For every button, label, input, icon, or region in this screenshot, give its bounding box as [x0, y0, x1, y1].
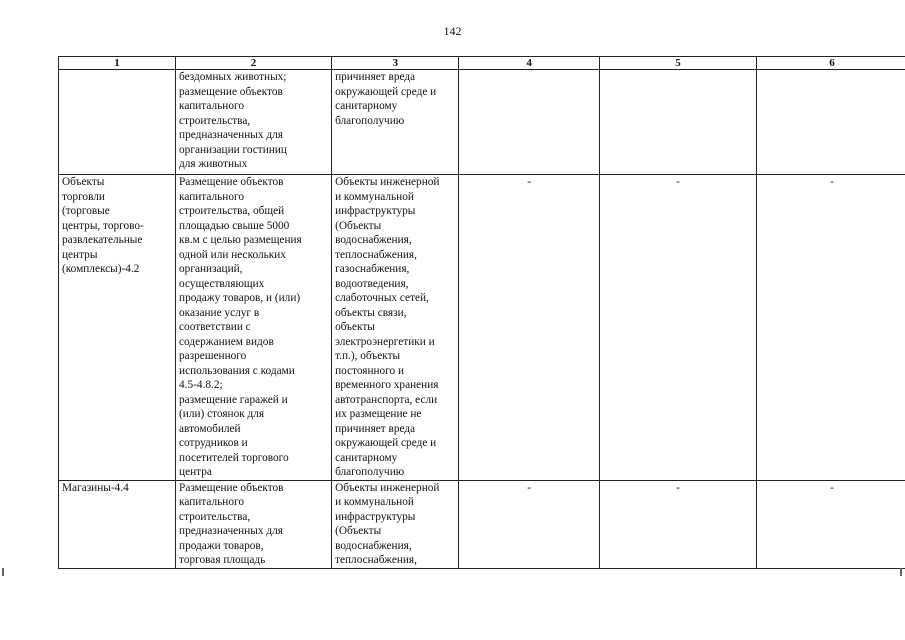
column-header: 3	[332, 57, 459, 70]
table-cell: -	[600, 480, 757, 568]
table-cell	[59, 70, 176, 175]
table-cell: Размещение объектов капитального строительства, общей площадью свыше 5000 кв.м с целью размещения одной или нескольких организаций, осуществляющих продажу товаров, и (или) оказание услуг в соответствии с содержанием видов разрешенного использования с кодами 4.5-4.8.2; размещение гаражей и (или) стоянок для автомобилей сотрудников и посетителей торгового центра	[176, 175, 332, 481]
table-cell: причиняет вреда окружающей среде и санитарному благополучию	[332, 70, 459, 175]
table-cell: Объекты инженерной и коммунальной инфраструктуры (Объекты водоснабжения, теплоснабжения,	[332, 480, 459, 568]
column-header: 1	[59, 57, 176, 70]
column-header: 2	[176, 57, 332, 70]
land-use-table	[58, 56, 905, 569]
table-cell: -	[600, 175, 757, 481]
table-row	[59, 480, 905, 568]
column-header: 4	[459, 57, 600, 70]
table-cell: Магазины-4.4	[59, 480, 176, 568]
table-cell: Объекты инженерной и коммунальной инфраструктуры (Объекты водоснабжения, теплоснабжения, газоснабжения, водоотведения, слаботочных сетей, объекты связи, объекты электроэнергетики и т.п.), объекты постоянного и временного хранения автотранспорта, если их размещение не причиняет вреда окружающей среде и санитарному благополучию	[332, 175, 459, 481]
scan-edge-mark	[2, 568, 4, 576]
table-row	[59, 70, 905, 175]
table-cell: -	[459, 175, 600, 481]
table-cell: -	[459, 480, 600, 568]
table-cell: Объекты торговли (торговые центры, торгово- развлекательные центры (комплексы)-4.2	[59, 175, 176, 481]
table-cell: -	[757, 480, 905, 568]
table-row	[59, 175, 905, 481]
table-cell: бездомных животных; размещение объектов капитального строительства, предназначенных для организации гостиниц для животных	[176, 70, 332, 175]
table-cell: -	[757, 175, 905, 481]
table-cell	[600, 70, 757, 175]
table-cell	[757, 70, 905, 175]
table-cell	[459, 70, 600, 175]
table-cell: Размещение объектов капитального строительства, предназначенных для продажи товаров, торговая площадь	[176, 480, 332, 568]
column-header: 5	[600, 57, 757, 70]
table-header-row	[59, 57, 905, 70]
column-header: 6	[757, 57, 905, 70]
scan-edge-mark	[900, 568, 902, 576]
page-number: 142	[443, 24, 462, 38]
